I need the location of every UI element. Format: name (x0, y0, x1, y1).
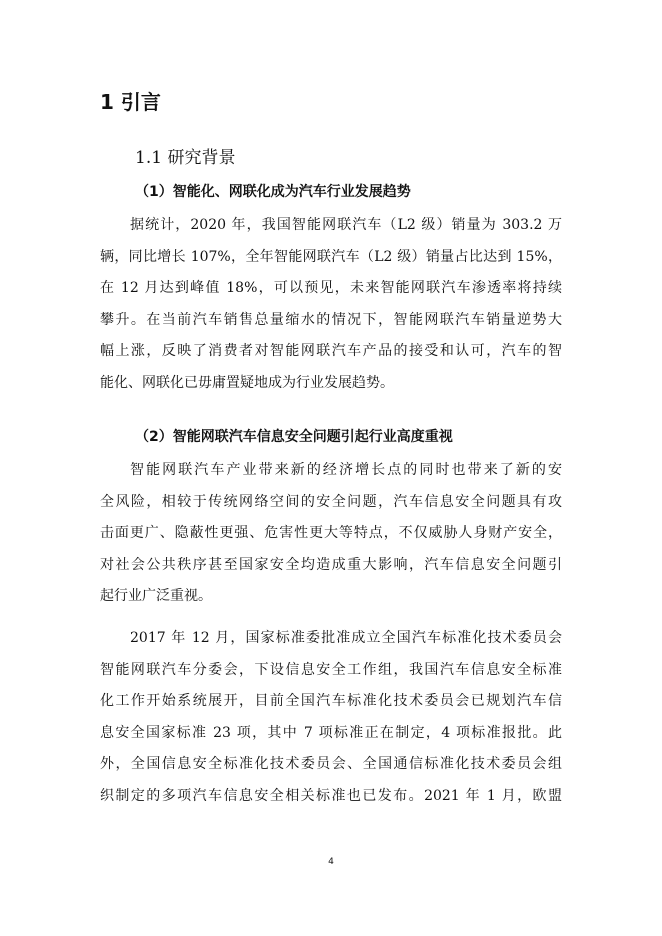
section-heading: 1.1 研究背景 (135, 148, 236, 168)
paragraph-line: 织制定的多项汽车信息安全相关标准也已发布。2021 年 1 月，欧盟 (100, 787, 562, 804)
paragraph-line: 息安全国家标准 23 项，其中 7 项标准正在制定，4 项标准报批。此 (100, 724, 562, 741)
paragraph-line: 辆，同比增长 107%，全年智能网联汽车（L2 级）销量占比达到 15%， (100, 248, 562, 265)
paragraph-line: 攀升。在当前汽车销售总量缩水的情况下，智能网联汽车销量逆势大 (100, 311, 562, 328)
subsection-heading-1: （1）智能化、网联化成为汽车行业发展趋势 (135, 184, 411, 200)
paragraph-2 (100, 455, 562, 613)
paragraph-line: 起行业广泛重视。 (100, 588, 212, 605)
paragraph-line: 智能网联汽车分委会，下设信息安全工作组，我国汽车信息安全标准 (100, 661, 562, 678)
page-number: 4 (328, 857, 334, 867)
paragraph-line: 幅上涨，反映了消费者对智能网联汽车产品的接受和认可，汽车的智 (100, 343, 562, 360)
subsection-heading-2: （2）智能网联汽车信息安全问题引起行业高度重视 (135, 429, 453, 445)
paragraph-line: 在 12 月达到峰值 18%，可以预见，未来智能网联汽车渗透率将持续 (100, 280, 562, 297)
paragraph-line: 化工作开始系统展开，目前全国汽车标准化技术委员会已规划汽车信 (100, 693, 562, 710)
paragraph-line: 击面更广、隐蔽性更强、危害性更大等特点，不仅威胁人身财产安全， (100, 525, 562, 542)
paragraph-3 (100, 623, 562, 813)
paragraph-line: 2017 年 12 月，国家标准委批准成立全国汽车标准化技术委员会 (130, 630, 562, 646)
paragraph-1 (100, 210, 562, 400)
paragraph-line: 外，全国信息安全标准化技术委员会、全国通信标准化技术委员会组 (100, 756, 562, 773)
paragraph-line: 能化、网联化已毋庸置疑地成为行业发展趋势。 (100, 374, 394, 391)
chapter-heading: 1 引言 (100, 90, 161, 114)
paragraph-line: 据统计，2020 年，我国智能网联汽车（L2 级）销量为 303.2 万 (130, 217, 562, 233)
paragraph-line: 智能网联汽车产业带来新的经济增长点的同时也带来了新的安 (130, 462, 562, 478)
paragraph-line: 全风险，相较于传统网络空间的安全问题，汽车信息安全问题具有攻 (100, 493, 562, 510)
paragraph-line: 对社会公共秩序甚至国家安全均造成重大影响，汽车信息安全问题引 (100, 556, 562, 573)
